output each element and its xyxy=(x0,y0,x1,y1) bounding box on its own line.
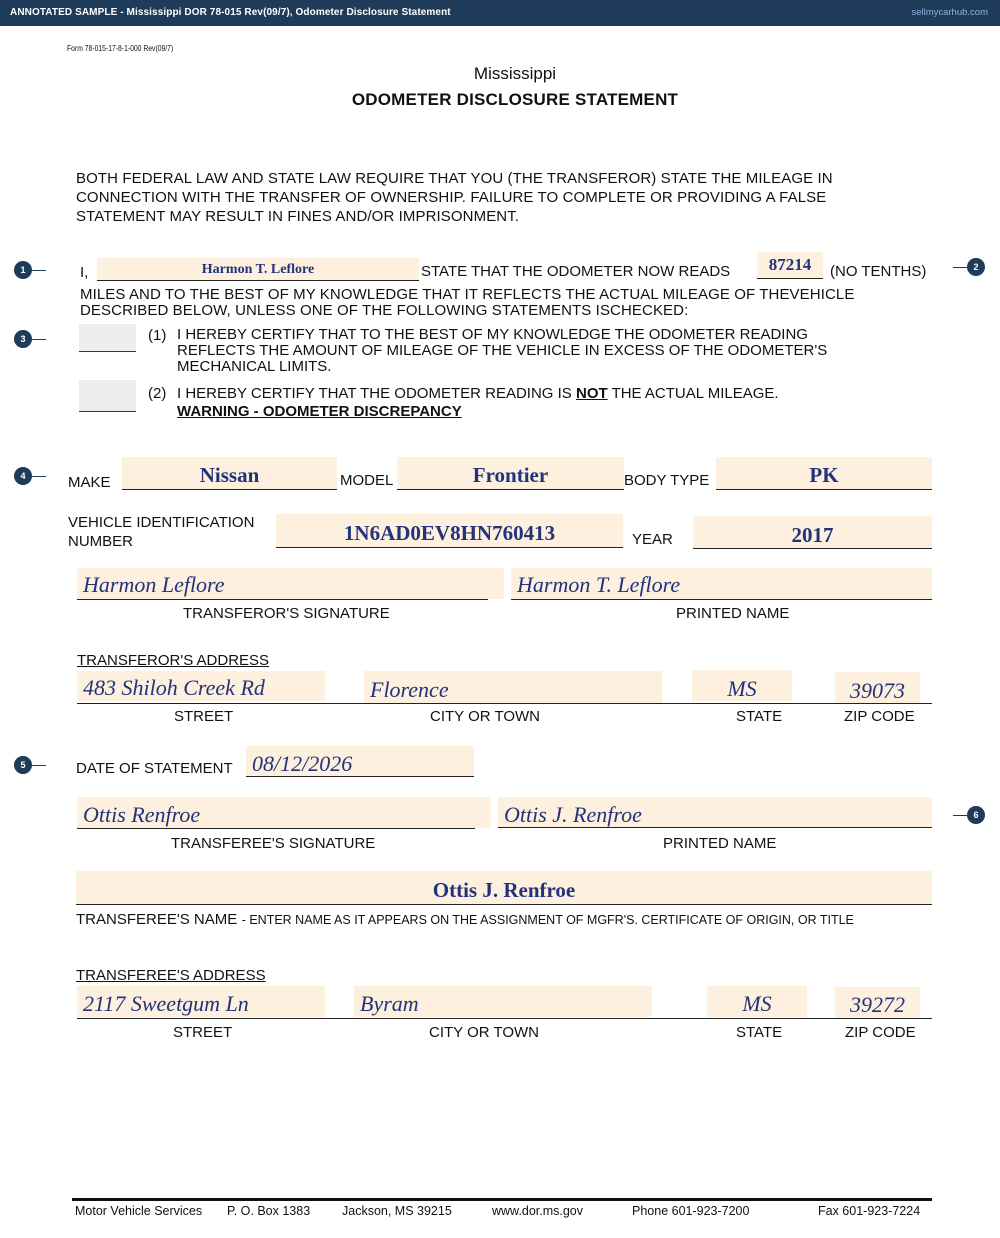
transferee-city-field[interactable]: Byram xyxy=(354,986,652,1017)
transferor-city-field[interactable]: Florence xyxy=(364,671,662,703)
odometer-discrepancy-warning: WARNING - ODOMETER DISCREPANCY xyxy=(177,403,462,420)
transferor-signature-field[interactable]: Harmon Leflore xyxy=(77,568,504,599)
annotation-marker-3: 3 xyxy=(14,330,32,348)
vin-label-line: VEHICLE IDENTIFICATION xyxy=(68,514,255,531)
transferor-name-field[interactable]: Harmon T. Leflore xyxy=(97,258,419,281)
model-label: MODEL xyxy=(340,472,394,489)
option-1-line: MECHANICAL LIMITS. xyxy=(177,358,332,375)
transferor-address-line xyxy=(77,703,932,704)
transferor-printed-name-caption: PRINTED NAME xyxy=(676,605,790,622)
transferor-zip-field[interactable]: 39073 xyxy=(835,672,920,703)
transferee-name-caption xyxy=(76,911,854,929)
form-title: ODOMETER DISCLOSURE STATEMENT xyxy=(351,90,679,109)
footer-rule xyxy=(72,1198,932,1201)
option-2-text-end: THE ACTUAL MILEAGE. xyxy=(611,385,779,402)
vin-field[interactable]: 1N6AD0EV8HN760413 xyxy=(276,514,623,548)
annotation-marker-5: 5 xyxy=(14,756,32,774)
intro-line: STATEMENT MAY RESULT IN FINES AND/OR IMPRISONMENT. xyxy=(76,208,520,225)
marker-leader xyxy=(32,270,46,271)
banner-site-link[interactable]: sellmycarhub.com xyxy=(911,7,988,18)
option-1-checkbox[interactable] xyxy=(79,324,136,352)
transferee-signature-line xyxy=(77,828,475,829)
option-2-text-start: I HEREBY CERTIFY THAT THE ODOMETER READING IS xyxy=(177,385,572,402)
transferee-signature-caption: TRANSFEREE'S SIGNATURE xyxy=(171,835,376,852)
transferor-state-field[interactable]: MS xyxy=(692,670,792,701)
statement-prefix: I, xyxy=(80,264,89,281)
year-field[interactable]: 2017 xyxy=(693,516,932,549)
transferor-zip-caption: ZIP CODE xyxy=(844,708,915,725)
intro-line: BOTH FEDERAL LAW AND STATE LAW REQUIRE THAT YOU (THE TRANSFEROR) STATE THE MILEAGE IN xyxy=(76,170,833,187)
make-label: MAKE xyxy=(68,474,111,491)
transferee-zip-field[interactable]: 39272 xyxy=(835,987,920,1018)
transferor-printed-name-field[interactable]: Harmon T. Leflore xyxy=(511,568,932,600)
vin-label-line: NUMBER xyxy=(68,533,134,550)
odometer-reading-field[interactable]: 87214 xyxy=(757,252,823,279)
transferee-name-label: TRANSFEREE'S NAME xyxy=(76,911,238,928)
transferee-signature-field[interactable]: Ottis Renfroe xyxy=(77,797,491,828)
transferee-printed-name-field[interactable]: Ottis J. Renfroe xyxy=(498,797,932,828)
statement-suffix: (NO TENTHS) xyxy=(830,263,927,280)
statement-line: MILES AND TO THE BEST OF MY KNOWLEDGE THAT IT REFLECTS THE ACTUAL MILEAGE OF THEVEHICLE xyxy=(80,286,855,303)
annotation-marker-6: 6 xyxy=(967,806,985,824)
footer-website: www.dor.ms.gov xyxy=(492,1204,584,1218)
transferee-city-caption: CITY OR TOWN xyxy=(429,1024,540,1041)
transferor-signature-caption: TRANSFEROR'S SIGNATURE xyxy=(183,605,390,622)
option-1-line: I HEREBY CERTIFY THAT TO THE BEST OF MY KNOWLEDGE THE ODOMETER READING xyxy=(177,326,808,343)
option-2-checkbox[interactable] xyxy=(79,380,136,412)
transferor-city-caption: CITY OR TOWN xyxy=(430,708,541,725)
date-label: DATE OF STATEMENT xyxy=(76,760,233,777)
option-2-number: (2) xyxy=(148,385,167,402)
annotation-marker-1: 1 xyxy=(14,261,32,279)
banner-title: ANNOTATED SAMPLE - Mississippi DOR 78-015 Rev(09/7), Odometer Disclosure Statement xyxy=(10,7,451,18)
footer-phone: Phone 601-923-7200 xyxy=(632,1204,750,1218)
sample-banner xyxy=(0,0,1000,26)
footer-fax: Fax 601-923-7224 xyxy=(818,1204,921,1218)
transferor-address-label: TRANSFEROR'S ADDRESS xyxy=(77,652,270,669)
option-1-line: REFLECTS THE AMOUNT OF MILEAGE OF THE VEHICLE IN EXCESS OF THE ODOMETER'S xyxy=(177,342,828,359)
transferor-street-field[interactable]: 483 Shiloh Creek Rd xyxy=(77,671,325,701)
transferee-address-label: TRANSFEREE'S ADDRESS xyxy=(76,967,266,984)
year-label: YEAR xyxy=(632,531,673,548)
form-number: Form 78-015-17-8-1-000 Rev(09/7) xyxy=(67,44,174,53)
form-state-heading: Mississippi xyxy=(473,64,557,83)
annotation-marker-2: 2 xyxy=(967,258,985,276)
body-type-label: BODY TYPE xyxy=(624,472,710,489)
statement-text xyxy=(80,287,854,319)
transferee-street-caption: STREET xyxy=(173,1024,233,1041)
transferee-name-instructions: - ENTER NAME AS IT APPEARS ON THE ASSIGNMENT OF MGFR'S. CERTIFICATE OF ORIGIN, OR TITLE xyxy=(241,913,854,927)
transferee-zip-caption: ZIP CODE xyxy=(845,1024,916,1041)
annotation-marker-4: 4 xyxy=(14,467,32,485)
statement-middle: STATE THAT THE ODOMETER NOW READS xyxy=(421,263,731,280)
transferor-street-caption: STREET xyxy=(174,708,234,725)
footer-po-box: P. O. Box 1383 xyxy=(227,1204,311,1218)
footer-city: Jackson, MS 39215 xyxy=(342,1204,452,1218)
intro-line: CONNECTION WITH THE TRANSFER OF OWNERSHIP. FAILURE TO COMPLETE OR PROVIDING A FALSE xyxy=(76,189,827,206)
body-type-field[interactable]: PK xyxy=(716,457,932,490)
transferor-signature-line xyxy=(77,599,488,600)
transferee-address-line xyxy=(77,1018,932,1019)
marker-leader xyxy=(32,476,46,477)
transferee-printed-name-caption: PRINTED NAME xyxy=(663,835,777,852)
marker-leader xyxy=(953,267,967,268)
marker-leader xyxy=(32,339,46,340)
transferee-street-field[interactable]: 2117 Sweetgum Ln xyxy=(77,986,325,1017)
transferee-state-caption: STATE xyxy=(736,1024,783,1041)
option-1-number: (1) xyxy=(148,327,167,344)
transferor-state-caption: STATE xyxy=(736,708,783,725)
marker-leader xyxy=(32,765,46,766)
transferee-name-field[interactable]: Ottis J. Renfroe xyxy=(76,871,932,905)
transferee-state-field[interactable]: MS xyxy=(707,986,807,1017)
option-1-text xyxy=(177,327,827,375)
option-2-not: NOT xyxy=(575,385,608,402)
model-field[interactable]: Frontier xyxy=(397,457,624,490)
make-field[interactable]: Nissan xyxy=(122,457,337,490)
statement-line: DESCRIBED BELOW, UNLESS ONE OF THE FOLLOWING STATEMENTS ISCHECKED: xyxy=(80,302,689,319)
marker-leader xyxy=(953,815,967,816)
date-field[interactable]: 08/12/2026 xyxy=(246,746,474,777)
option-2-text xyxy=(177,385,779,402)
intro-text xyxy=(76,169,833,226)
vin-label xyxy=(68,513,254,551)
footer-agency: Motor Vehicle Services xyxy=(75,1204,203,1218)
